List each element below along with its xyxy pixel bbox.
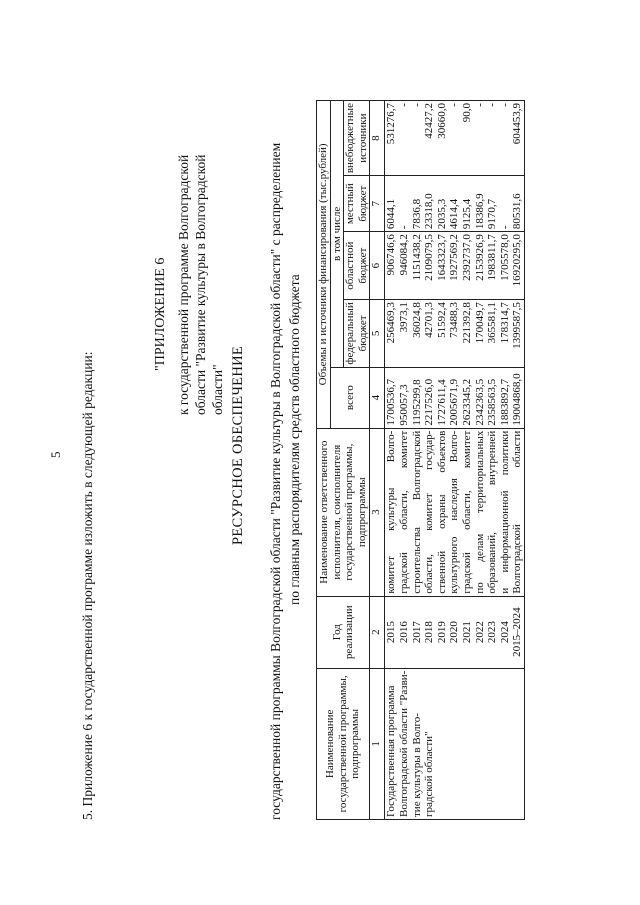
- local-value: 80531,6: [511, 193, 524, 230]
- extra-value: 604453,9: [511, 103, 524, 145]
- local-value: 6044,1: [385, 198, 398, 230]
- federal-value: 42701,3: [423, 302, 436, 338]
- header-extra: внебюджетные источники: [344, 101, 370, 176]
- resource-table: [316, 100, 525, 820]
- federal-value: 36024,8: [410, 302, 423, 338]
- regional-value: 1705578,0: [498, 234, 511, 281]
- year-value: 2020: [448, 621, 461, 644]
- federal-value: 1399587,5: [511, 302, 524, 349]
- total-value: 1727611,4: [435, 379, 448, 426]
- total-value: 1195299,8: [410, 379, 423, 426]
- year-value: 2021: [460, 621, 473, 644]
- executor-line: комитет культуры Волго-: [385, 430, 398, 594]
- appendix-subtitle: [175, 95, 226, 415]
- local-value: 9170,7: [486, 198, 499, 230]
- col-number: 8: [370, 101, 385, 176]
- executor-line: строительства Волгоградской: [410, 430, 423, 594]
- regional-value: 1643323,7: [435, 234, 448, 281]
- page-number: 5: [48, 451, 63, 458]
- extra-value: 531276,7: [385, 103, 398, 145]
- federal-value: 51592,4: [435, 302, 448, 338]
- extra-value: -: [498, 103, 511, 107]
- total-value: 1883892,7: [498, 378, 511, 426]
- executor-line: по делам территориальных: [473, 430, 486, 594]
- extra-value: -: [486, 103, 499, 107]
- column-numbers-row: [370, 101, 385, 820]
- extra-value: -: [473, 103, 486, 107]
- federal-value: 221392,8: [460, 302, 473, 344]
- local-value: 23318,0: [423, 193, 436, 230]
- regional-value: 946084,2: [397, 234, 410, 276]
- local-value: -: [397, 225, 410, 230]
- col-number: 2: [370, 596, 385, 668]
- program-name-line: Волгоградской области "Разви-: [397, 670, 410, 817]
- total-value: 2217526,0: [423, 378, 436, 426]
- year-value: 2023: [486, 621, 499, 644]
- year-value: 2018: [423, 621, 436, 644]
- executor-line: образований, внутренней: [486, 430, 499, 594]
- year-value: 2024: [498, 621, 511, 644]
- total-value: 950057,3: [397, 384, 410, 426]
- federal-value: 365581,1: [486, 302, 499, 344]
- total-value: 2358563,5: [486, 378, 499, 426]
- federal-value: 178314,7: [498, 302, 511, 344]
- regional-value: 1927569,2: [448, 234, 461, 281]
- regional-value: 2153926,9: [473, 234, 486, 281]
- extra-value: 30660,0: [435, 103, 448, 139]
- total-cell: [385, 367, 525, 428]
- document-subtitle: государственной программы Волгоградской области "Развитие культуры в Волгоградской области" с распределением: [268, 142, 283, 820]
- extra-value: -: [397, 103, 410, 107]
- header-regional: областной бюджет: [344, 232, 370, 300]
- col-number: 7: [370, 176, 385, 232]
- executor-line: градской области, комитет: [460, 430, 473, 594]
- year-value: 2017: [410, 621, 423, 644]
- regional-value: 1151438,2: [410, 234, 423, 281]
- regional-value: 16920295,0: [511, 234, 524, 287]
- executor-cell: [385, 428, 525, 596]
- appendix-subtitle-line: области": [210, 364, 225, 415]
- local-value: 4614,4: [448, 198, 461, 230]
- header-total: всего: [330, 367, 370, 428]
- total-value: 2623345,2: [460, 378, 473, 426]
- appendix-subtitle-line: области "Развитие культуры в Волгоградской: [193, 154, 208, 415]
- extra-value: -: [410, 103, 423, 107]
- header-executor: Наименование ответственного исполнителя, соисполнителя государственной программы, подпрограммы: [317, 428, 370, 596]
- header-name: Наименование государственной программы, подпрограммы: [317, 668, 370, 819]
- local-value: -: [498, 225, 511, 230]
- header-year: Год реализации: [317, 596, 370, 668]
- local-value: 9125,4: [460, 198, 473, 230]
- col-number: 4: [370, 367, 385, 428]
- local-value: 18386,9: [473, 193, 486, 230]
- federal-cell: [385, 300, 525, 368]
- program-name-line: тие культуры в Волго-: [410, 713, 423, 817]
- years-cell: [385, 596, 525, 668]
- col-number: 5: [370, 300, 385, 368]
- local-value: 7836,8: [410, 198, 423, 230]
- appendix-title: "ПРИЛОЖЕНИЕ 6: [153, 257, 168, 371]
- col-number: 3: [370, 428, 385, 596]
- program-name-cell: [385, 668, 525, 819]
- executor-line: и информационной политики: [498, 430, 511, 594]
- program-name-line: градской области": [423, 731, 436, 817]
- executor-line: ственной охраны объектов: [435, 430, 448, 594]
- total-value: 19004868,0: [511, 373, 524, 426]
- year-value: 2015: [385, 621, 398, 644]
- executor-line: культурного наследия Волго-: [448, 430, 461, 594]
- year-value: 2022: [473, 621, 486, 644]
- year-value: 2015–2024: [511, 607, 524, 657]
- local-cell: [385, 176, 525, 232]
- year-value: 2019: [435, 621, 448, 644]
- executor-line: области, комитет государ-: [423, 430, 436, 594]
- regional-value: 1983811,7: [486, 234, 499, 281]
- federal-value: 3973,1: [397, 302, 410, 333]
- regional-value: 2109079,5: [423, 234, 436, 281]
- header-including: в том числе: [330, 101, 344, 368]
- col-number: 1: [370, 668, 385, 819]
- executor-line: градской области, комитет: [397, 430, 410, 594]
- intro-text: 5. Приложение 6 к государственной программе изложить в следующей редакции:: [80, 351, 95, 820]
- federal-value: 256469,3: [385, 302, 398, 344]
- regional-value: 906746,6: [385, 234, 398, 276]
- extra-value: 42427,2: [423, 103, 436, 139]
- regional-cell: [385, 232, 525, 300]
- total-value: 2005671,9: [448, 378, 461, 426]
- executor-line: Волгоградской области: [511, 430, 524, 594]
- year-value: 2016: [397, 621, 410, 644]
- extra-value: -: [448, 103, 461, 107]
- total-value: 2342363,5: [473, 378, 486, 426]
- header-federal: федеральный бюджет: [344, 300, 370, 368]
- col-number: 6: [370, 232, 385, 300]
- header-local: местный бюджет: [344, 176, 370, 232]
- total-value: 1700536,7: [385, 378, 398, 426]
- document-title: РЕСУРСНОЕ ОБЕСПЕЧЕНИЕ: [230, 345, 246, 545]
- program-name-line: Государственная программа: [385, 685, 398, 817]
- extra-value: 90,0: [460, 103, 473, 123]
- header-volumes: Объемы и источники финансирования (тыс.рублей): [317, 101, 331, 429]
- table-row: [385, 101, 525, 820]
- regional-value: 2392737,0: [460, 234, 473, 281]
- document-subtitle-line2: по главным распорядителям средств областного бюджета: [287, 274, 302, 605]
- federal-value: 170049,7: [473, 302, 486, 344]
- appendix-subtitle-line: к государственной программе Волгоградской: [176, 154, 191, 415]
- federal-value: 73488,3: [448, 302, 461, 338]
- extra-cell: [385, 101, 525, 176]
- local-value: 2035,3: [435, 198, 448, 230]
